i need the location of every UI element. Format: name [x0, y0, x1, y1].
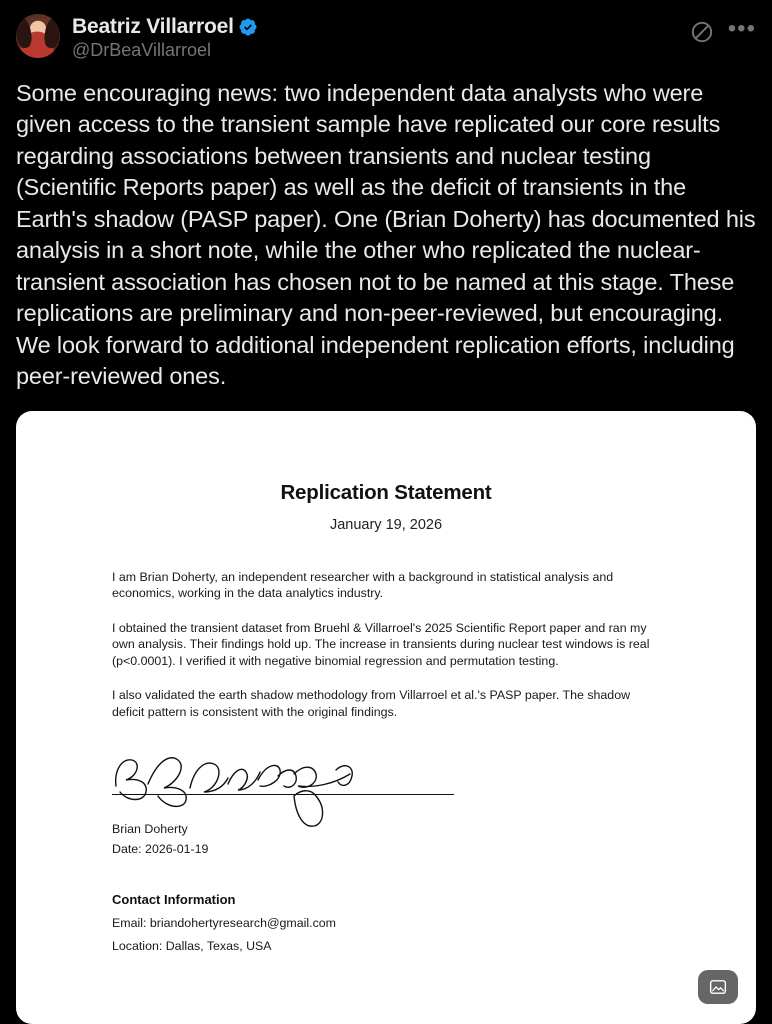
header-actions [690, 14, 756, 44]
contact-information-heading: Contact Information [112, 892, 236, 908]
signature-date: Date: 2026-01-19 [112, 842, 209, 857]
handwritten-signature-icon [108, 740, 468, 840]
contact-location: Location: Dallas, Texas, USA [112, 939, 272, 954]
replication-statement-document [16, 411, 756, 1024]
signature-name: Brian Doherty [112, 822, 188, 837]
signature-line [112, 794, 454, 795]
document-title: Replication Statement [280, 480, 492, 504]
image-alt-icon [708, 977, 728, 997]
author-block[interactable] [72, 14, 678, 62]
tweet-header [16, 10, 756, 64]
document-paragraph-3: I also validated the earth shadow methodology from Villarroel et al.'s PASP paper. The shadow deficit pattern is consistent with the original findings. [112, 688, 631, 719]
verified-badge-icon [238, 17, 258, 37]
author-display-name[interactable]: Beatriz Villarroel [72, 15, 234, 38]
avatar[interactable] [16, 14, 60, 58]
more-options-icon[interactable]: ••• [727, 15, 756, 42]
attached-image-card[interactable] [16, 411, 756, 1024]
grok-icon[interactable] [690, 20, 714, 44]
document-paragraph-2: I obtained the transient dataset from Bruehl & Villarroel's 2025 Scientific Report paper and ran my own analysis. Their findings hold up. The increase in transients during nuclear test windows is real (p<0.0001). I verified it with negative binomial regression and permutation testing. [112, 620, 650, 668]
tweet-text: Some encouraging news: two independent data analysts who were given access to the transient sample have replicated our core results regarding associations between transients and nuclear testing (Scientific Reports paper) as well as the deficit of transients in the Earth's shadow (PASP paper). One (Brian Doherty) has documented his analysis in a short note, while the other who replicated the nuclear-transient association has chosen not to be named at this stage. These replications are preliminary and non-peer-reviewed, but encouraging. We look forward to additional independent replication efforts, including peer-reviewed ones. [16, 79, 756, 390]
author-handle[interactable]: @DrBeaVillarroel [72, 40, 211, 61]
author-name-row [72, 15, 678, 39]
document-date: January 19, 2026 [329, 516, 443, 533]
contact-email: Email: briandohertyresearch@gmail.com [112, 916, 336, 931]
alt-text-badge[interactable] [698, 970, 738, 1004]
document-paragraph-1: I am Brian Doherty, an independent researcher with a background in statistical analysis and economics, working in the data analytics industry. [112, 569, 614, 601]
signature-block [112, 746, 660, 820]
